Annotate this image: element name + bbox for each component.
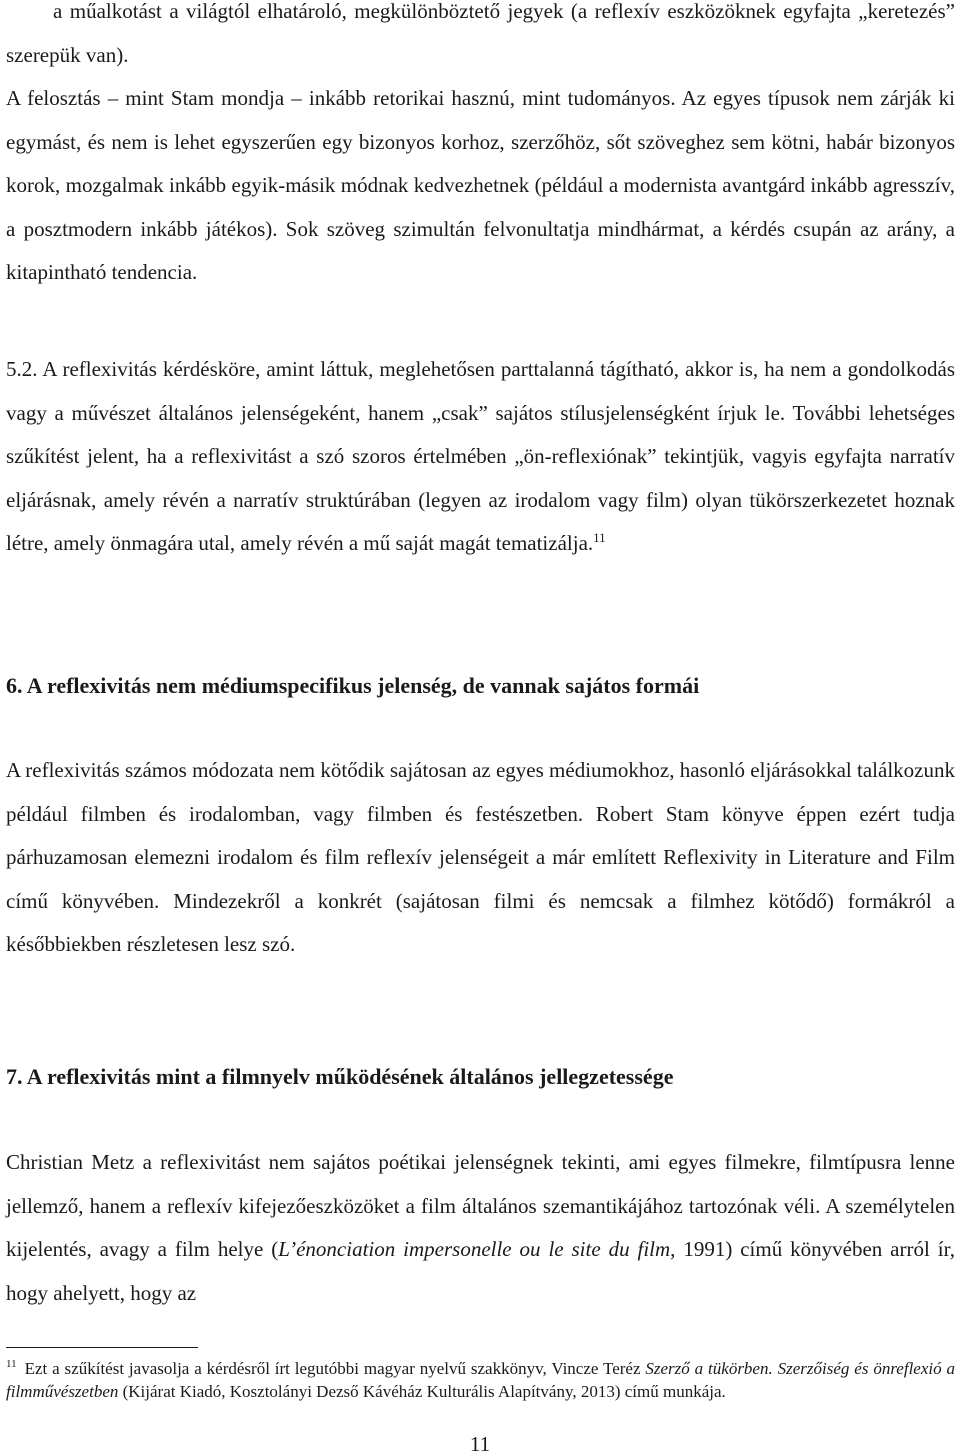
footnote-text-b: (Kijárat Kiadó, Kosztolányi Dezső Kávéház Kulturális Alapítvány, 2013) című munkája.	[118, 1382, 726, 1401]
footnote-11	[6, 1357, 955, 1403]
footnote-text-a: Ezt a szűkítést javasolja a kérdésről írt legutóbbi magyar nyelvű szakkönyv, Vincze Teréz	[24, 1359, 646, 1378]
paragraph-7-text-b: , 1991) című könyvében arról ír, hogy ahelyett, hogy az	[6, 1237, 955, 1305]
paragraph-section-6: A reflexivitás számos módozata nem kötődik sajátosan az egyes médiumokhoz, hasonló eljárásokkal találkozunk például filmben és irodalomban, vagy filmben és festészetben. Robert Stam könyve éppen ezért tudja párhuzamosan elemezni irodalom és film reflexív jelenségeit a már említett Reflexivity in Literature and Film című könyvében. Mindezekről a konkrét (sajátosan filmi és nemcsak a filmhez kötődő) formákról a későbbiekben részletesen lesz szó.	[6, 758, 955, 956]
page-number: 11	[469, 1432, 491, 1456]
footnote-number: 11	[6, 1358, 17, 1371]
paragraph-continuation: a műalkotást a világtól elhatároló, megkülönböztető jegyek (a reflexív eszközöknek egyfajta „keretezés” szerepük van).	[6, 0, 955, 67]
paragraph-section-7	[6, 1141, 955, 1315]
paragraph-classification: A felosztás – mint Stam mondja – inkább retorikai hasznú, mint tudományos. Az egyes típusok nem zárják ki egymást, és nem is lehet egyszerűen egy bizonyos korhoz, szerzőhöz, sőt szöveghez sem kötni, habár bizonyos korok, mozgalmak inkább egyik-másik módnak kedvezhetnek (például a modernista avantgárd inkább agresszív, a posztmodern inkább játékos). Sok szöveg szimultán felvonultatja mindhármat, a kérdés csupán az arány, a kitapintható tendencia.	[6, 86, 955, 284]
paragraph-5-2	[6, 348, 955, 566]
section-heading-6: 6. A reflexivitás nem médiumspecifikus jelenség, de vannak sajátos formái	[6, 673, 700, 698]
section-heading-7: 7. A reflexivitás mint a filmnyelv működésének általános jellegzetessége	[6, 1064, 674, 1089]
footnote-book-title: Szerző a tükörben. Szerzőiség és önreflexió a filmművészetben	[6, 1359, 955, 1401]
footnote-reference[interactable]: 11	[593, 530, 606, 545]
paragraph-7-text-a: Christian Metz a reflexivitást nem sajátos poétikai jelenségnek tekinti, ami egyes filmekre, filmtípusra lenne jellemző, hanem a reflexív kifejezőeszközöket a film általános szemantikájához tartozónak véli. A személytelen kijelentés, avagy a film helye (	[6, 1150, 955, 1261]
top-paragraph-block	[6, 0, 955, 295]
footnote-divider	[6, 1347, 198, 1348]
book-title-italic: L’énonciation impersonelle ou le site du film	[278, 1237, 671, 1261]
paragraph-5-2-text: 5.2. A reflexivitás kérdésköre, amint láttuk, meglehetősen parttalanná tágítható, akkor is, ha nem a gondolkodás vagy a művészet általános jelenségeként, hanem „csak” sajátos stílusjelenségként írjuk le. További lehetséges szűkítést jelent, ha a reflexivitást a szó szoros értelmében „ön-reflexiónak” tekintjük, vagyis egyfajta narratív eljárásnak, amely révén a narratív struktúrában (legyen az irodalom vagy film) olyan tükörszerkezetet hoznak létre, amely önmagára utal, amely révén a mű saját magát tematizálja.	[6, 357, 955, 555]
